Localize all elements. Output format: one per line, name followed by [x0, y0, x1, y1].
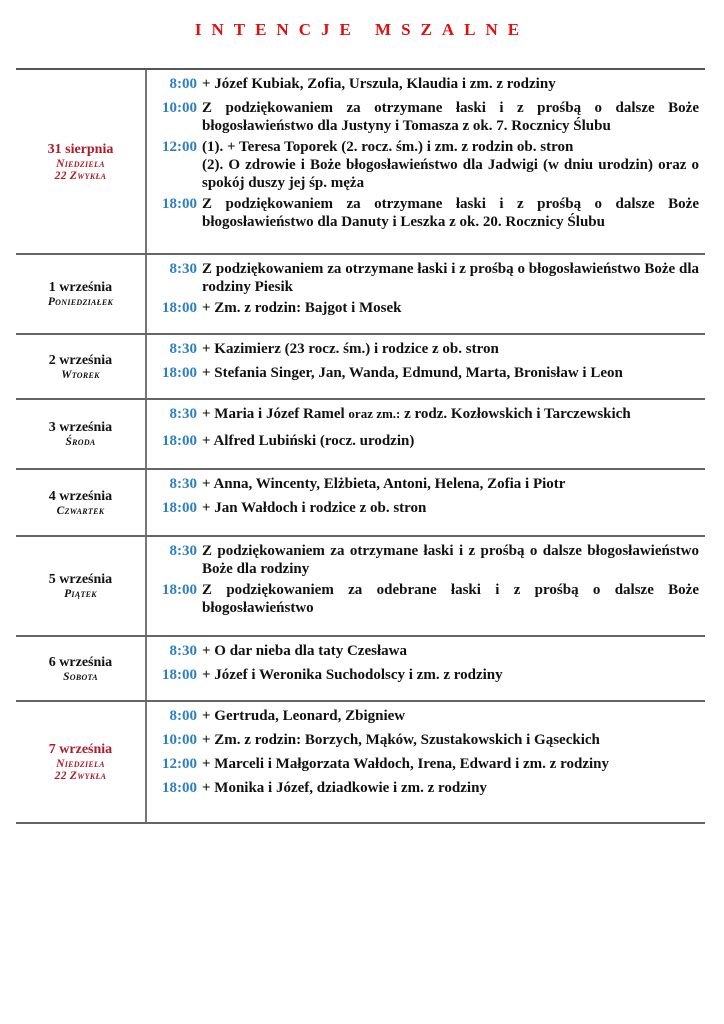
mass-time: 8:00: [169, 708, 197, 724]
mass-time: 8:30: [169, 261, 197, 277]
mass-time: 18:00: [162, 300, 197, 316]
mass-entry: [147, 542, 705, 578]
mass-time: 10:00: [162, 732, 197, 748]
day-weekday: Sobota: [63, 670, 98, 683]
mass-intention: Z podziękowaniem za otrzymane łaski i z prośbą o dalsze Boże błogosławieństwo dla Justyny i Tomasza z ok. 7. Rocznicy Ślubu: [202, 100, 699, 134]
day-date: 6 września: [48, 654, 113, 670]
mass-intention: (1). + Teresa Toporek (2. rocz. śm.) i zm. z rodzin ob. stron: [202, 139, 574, 155]
day-cell: [16, 702, 147, 822]
day-row-3-september: [16, 400, 705, 470]
mass-entry: [147, 340, 705, 358]
day-cell: [16, 400, 147, 468]
mass-time: 18:00: [162, 500, 197, 516]
day-weekday: Piątek: [64, 588, 97, 600]
mass-entry: [147, 299, 705, 317]
mass-intention: + Maria i Józef Ramel: [202, 406, 345, 422]
mass-entry: [147, 432, 705, 450]
day-row-1-september: [16, 255, 705, 335]
mass-intention: + Marceli i Małgorzata Wałdoch, Irena, Edward i zm. z rodziny: [202, 756, 609, 772]
mass-entry: [147, 707, 705, 725]
day-row-2-september: [16, 335, 705, 400]
mass-intention: + Monika i Józef, dziadkowie i zm. z rodziny: [202, 780, 487, 796]
day-weekday: Poniedziałek: [47, 296, 114, 308]
mass-entry: [147, 195, 705, 231]
day-date: 4 września: [48, 488, 113, 504]
mass-intention: + Zm. z rodzin: Bajgot i Mosek: [202, 300, 402, 316]
mass-time: 8:30: [169, 643, 197, 659]
mass-time: 18:00: [162, 582, 197, 598]
mass-intention: Z podziękowaniem za odebrane łaski i z prośbą o dalsze Boże błogosławieństwo: [202, 582, 699, 616]
day-liturgical: 22 Zwykła: [54, 770, 107, 782]
mass-list: [147, 537, 705, 635]
mass-list: [147, 335, 705, 398]
day-cell: [16, 537, 147, 635]
day-cell: [16, 637, 147, 700]
day-row-5-september: [16, 537, 705, 637]
mass-intention: + Zm. z rodzin: Borzych, Mąków, Szustakowskich i Gąseckich: [202, 732, 600, 748]
mass-entry: [147, 99, 705, 135]
mass-entry: [147, 405, 705, 423]
mass-time: 18:00: [162, 433, 197, 449]
mass-entry: [147, 642, 705, 660]
day-row-31-august: [16, 70, 705, 255]
intentions-table: [16, 68, 705, 824]
mass-intention: + Anna, Wincenty, Elżbieta, Antoni, Helena, Zofia i Piotr: [202, 476, 566, 492]
mass-time: 8:00: [169, 76, 197, 92]
mass-intention: Z podziękowaniem za otrzymane łaski i z prośbą o błogosławieństwo Boże dla rodziny Piesik: [202, 261, 699, 295]
day-date: 7 września: [48, 742, 113, 757]
mass-list: [147, 70, 705, 253]
mass-time: 8:30: [169, 406, 197, 422]
mass-time: 18:00: [162, 667, 197, 683]
mass-entry: [147, 364, 705, 382]
mass-entry: [147, 666, 705, 684]
day-row-4-september: [16, 470, 705, 537]
day-weekday: Niedziela: [56, 758, 105, 770]
day-row-7-september: [16, 702, 705, 824]
mass-intention: Z podziękowaniem za otrzymane łaski i z prośbą o dalsze Boże błogosławieństwo dla Danuty i Leszka z ok. 20. Rocznicy Ślubu: [202, 196, 699, 230]
mass-time: 18:00: [162, 365, 197, 381]
mass-entry: [147, 138, 705, 192]
day-date: 5 września: [48, 572, 113, 587]
mass-entry: [147, 75, 705, 93]
day-date: 31 sierpnia: [47, 141, 114, 157]
mass-intention-small: oraz zm.:: [348, 406, 401, 421]
page-title: INTENCJE MSZALNE: [194, 20, 530, 39]
mass-entry: [147, 475, 705, 493]
mass-intention: + Kazimierz (23 rocz. śm.) i rodzice z ob. stron: [202, 341, 499, 357]
day-weekday: Niedziela: [56, 157, 105, 170]
mass-entry: [147, 499, 705, 517]
mass-time: 12:00: [162, 139, 197, 155]
mass-time: 18:00: [162, 196, 197, 212]
day-date: 1 września: [48, 280, 113, 295]
day-cell: [16, 470, 147, 535]
day-weekday: Czwartek: [56, 504, 105, 517]
mass-list: [147, 470, 705, 535]
mass-intention: Z podziękowaniem za otrzymane łaski i z prośbą o dalsze błogosławieństwo Boże dla rodziny: [202, 543, 699, 577]
mass-list: [147, 255, 705, 333]
mass-intention: + O dar nieba dla taty Czesława: [202, 643, 407, 659]
mass-entry: [147, 755, 705, 773]
mass-list: [147, 637, 705, 700]
mass-intention-group: [202, 405, 705, 423]
day-cell: [16, 70, 147, 253]
mass-intention-group: [202, 138, 705, 192]
day-date: 3 września: [48, 420, 113, 435]
mass-time: 18:00: [162, 780, 197, 796]
mass-intention: + Alfred Lubiński (rocz. urodzin): [202, 433, 415, 449]
day-row-6-september: [16, 637, 705, 702]
mass-time: 8:30: [169, 543, 197, 559]
day-date: 2 września: [48, 352, 113, 368]
mass-intention: + Józef i Weronika Suchodolscy i zm. z rodziny: [202, 667, 503, 683]
mass-intention: + Gertruda, Leonard, Zbigniew: [202, 708, 406, 724]
mass-intention: (2). O zdrowie i Boże błogosławieństwo dla Jadwigi (w dniu urodzin) oraz o spokój duszy jej śp. męża: [202, 157, 699, 191]
mass-list: [147, 702, 705, 822]
day-liturgical: 22 Zwykła: [54, 169, 107, 182]
day-cell: [16, 335, 147, 398]
mass-time: 8:30: [169, 476, 197, 492]
mass-intention: + Jan Wałdoch i rodzice z ob. stron: [202, 500, 427, 516]
mass-list: [147, 400, 705, 468]
day-weekday: Środa: [65, 436, 96, 448]
mass-time: 12:00: [162, 756, 197, 772]
mass-entry: [147, 581, 705, 617]
mass-time: 10:00: [162, 100, 197, 116]
day-cell: [16, 255, 147, 333]
mass-entry: [147, 779, 705, 797]
day-weekday: Wtorek: [61, 368, 100, 381]
mass-time: 8:30: [169, 341, 197, 357]
mass-intention: z rodz. Kozłowskich i Tarczewskich: [404, 406, 631, 422]
mass-intention: + Józef Kubiak, Zofia, Urszula, Klaudia i zm. z rodziny: [202, 76, 556, 92]
mass-entry: [147, 731, 705, 749]
mass-intention: + Stefania Singer, Jan, Wanda, Edmund, Marta, Bronisław i Leon: [202, 365, 623, 381]
mass-entry: [147, 260, 705, 296]
